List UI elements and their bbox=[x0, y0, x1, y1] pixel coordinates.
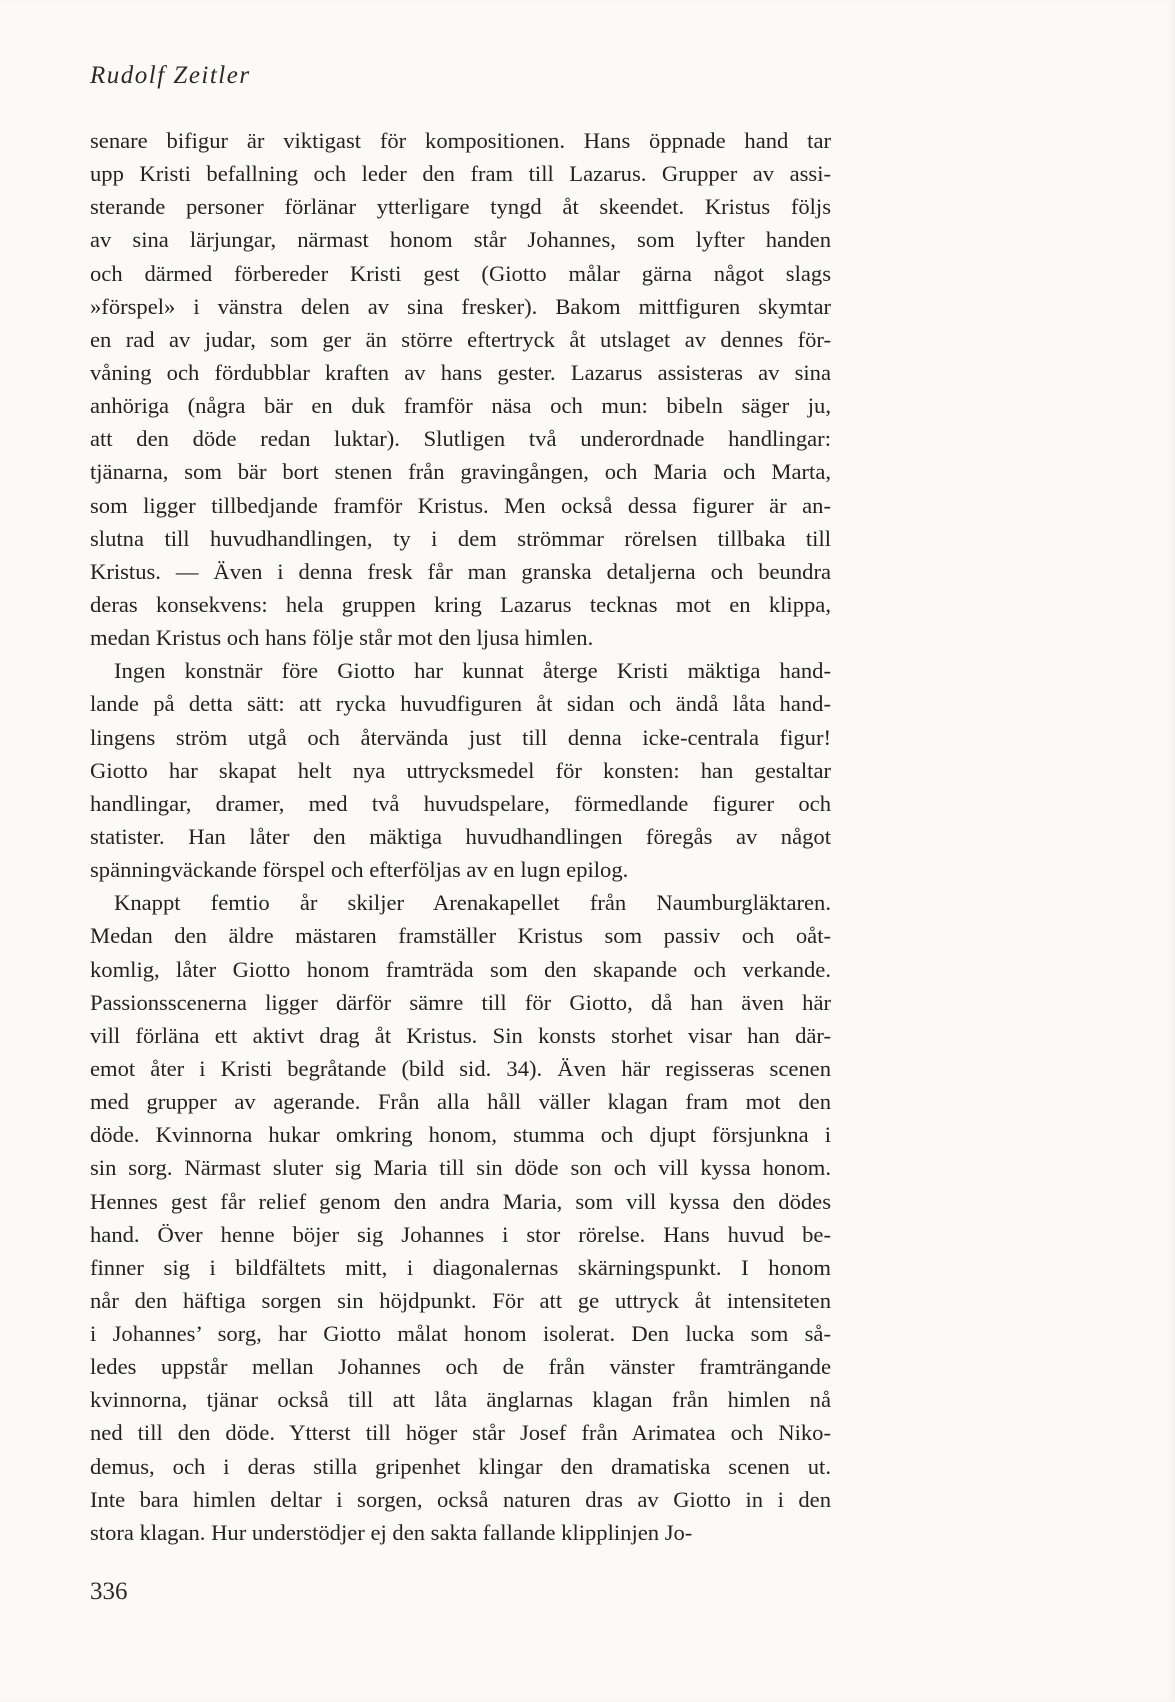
text-line: Medan den äldre mästaren framställer Kristus som passiv och oåt- bbox=[90, 923, 831, 949]
text-line: medan Kristus och hans följe står mot den ljusa himlen. bbox=[90, 625, 594, 651]
text-line: demus, och i deras stilla gripenhet klingar den dramatiska scenen ut. bbox=[90, 1453, 831, 1479]
text-line: sterande personer förlänar ytterligare tyngd åt skeendet. Kristus följs bbox=[90, 194, 831, 220]
text-line: och därmed förbereder Kristi gest (Giotto målar gärna något slags bbox=[90, 260, 831, 286]
text-line: komlig, låter Giotto honom framträda som den skapande och verkande. bbox=[90, 956, 831, 982]
text-line: »förspel» i vänstra delen av sina fresker). Bakom mittfiguren skymtar bbox=[90, 293, 831, 319]
text-line: Inte bara himlen deltar i sorgen, också naturen dras av Giotto in i den bbox=[90, 1486, 831, 1512]
text-line: Ingen konstnär före Giotto har kunnat återge Kristi mäktiga hand- bbox=[114, 658, 831, 684]
text-line: spänningväckande förspel och efterföljas av en lugn epilog. bbox=[90, 857, 629, 883]
text-line: Giotto har skapat helt nya uttrycksmedel för konsten: han gestaltar bbox=[90, 757, 831, 783]
text-line: deras konsekvens: hela gruppen kring Lazarus tecknas mot en klippa, bbox=[90, 591, 831, 617]
text-line: anhöriga (några bär en duk framför näsa och mun: bibeln säger ju, bbox=[90, 393, 831, 419]
text-line: Kristus. — Även i denna fresk får man granska detaljerna och beundra bbox=[90, 558, 831, 584]
body-text bbox=[90, 124, 831, 1549]
text-line: tjänarna, som bär bort stenen från gravingången, och Maria och Marta, bbox=[90, 459, 831, 485]
text-line: våning och fördubblar kraften av hans gester. Lazarus assisteras av sina bbox=[90, 359, 831, 385]
text-line: sin sorg. Närmast sluter sig Maria till sin döde son och vill kyssa honom. bbox=[90, 1155, 831, 1181]
running-head: Rudolf Zeitler bbox=[90, 62, 251, 89]
text-line: senare bifigur är viktigast för kompositionen. Hans öppnade hand tar bbox=[90, 128, 831, 153]
text-line: ned till den döde. Ytterst till höger står Josef från Arimatea och Niko- bbox=[90, 1420, 831, 1446]
text-line: upp Kristi befallning och leder den fram till Lazarus. Grupper av assi- bbox=[90, 161, 831, 187]
text-line: vill förläna ett aktivt drag åt Kristus. Sin konsts storhet visar han där- bbox=[90, 1022, 831, 1048]
text-line: emot åter i Kristi begråtande (bild sid. 34). Även här regisseras scenen bbox=[90, 1055, 831, 1081]
text-line: statister. Han låter den mäktiga huvudhandlingen föregås av något bbox=[90, 823, 831, 849]
text-line: av sina lärjungar, närmast honom står Johannes, som lyfter handen bbox=[90, 227, 831, 253]
page-number: 336 bbox=[90, 1578, 128, 1605]
text-line: i Johannes’ sorg, har Giotto målat honom isolerat. Den lucka som så- bbox=[90, 1321, 831, 1347]
text-line: Passionsscenerna ligger därför sämre till för Giotto, då han även här bbox=[90, 989, 831, 1015]
paragraph bbox=[90, 654, 831, 886]
text-line: når den häftiga sorgen sin höjdpunkt. För att ge uttryck åt intensiteten bbox=[90, 1287, 831, 1313]
text-line: kvinnorna, tjänar också till att låta änglarnas klagan från himlen nå bbox=[90, 1387, 831, 1413]
text-line: lande på detta sätt: att rycka huvudfiguren åt sidan och ändå låta hand- bbox=[90, 691, 831, 717]
text-line: som ligger tillbedjande framför Kristus. Men också dessa figurer är an- bbox=[90, 492, 831, 518]
text-line: en rad av judar, som ger än större eftertryck åt utslaget av dennes för- bbox=[90, 326, 831, 352]
text-line: slutna till huvudhandlingen, ty i dem strömmar rörelsen tillbaka till bbox=[90, 525, 831, 551]
text-line: Hennes gest får relief genom den andra Maria, som vill kyssa den dödes bbox=[90, 1188, 831, 1214]
text-line: med grupper av agerande. Från alla håll väller klagan fram mot den bbox=[90, 1089, 831, 1115]
text-line: lingens ström utgå och återvända just till denna icke-centrala figur! bbox=[90, 724, 831, 750]
text-line: finner sig i bildfältets mitt, i diagonalernas skärningspunkt. I honom bbox=[90, 1254, 831, 1280]
paragraph bbox=[90, 886, 831, 1549]
text-line: hand. Över henne böjer sig Johannes i stor rörelse. Hans huvud be- bbox=[90, 1221, 831, 1247]
text-line: Knappt femtio år skiljer Arenakapellet från Naumburgläktaren. bbox=[114, 890, 831, 916]
text-line: ledes uppstår mellan Johannes och de från vänster framträngande bbox=[90, 1354, 831, 1380]
text-line: döde. Kvinnorna hukar omkring honom, stumma och djupt försjunkna i bbox=[90, 1122, 831, 1148]
text-line: handlingar, dramer, med två huvudspelare, förmedlande figurer och bbox=[90, 790, 831, 816]
text-line: att den döde redan luktar). Slutligen två underordnade handlingar: bbox=[90, 426, 831, 452]
paragraph bbox=[90, 124, 831, 654]
text-line: stora klagan. Hur understödjer ej den sakta fallande klipplinjen Jo- bbox=[90, 1519, 693, 1545]
